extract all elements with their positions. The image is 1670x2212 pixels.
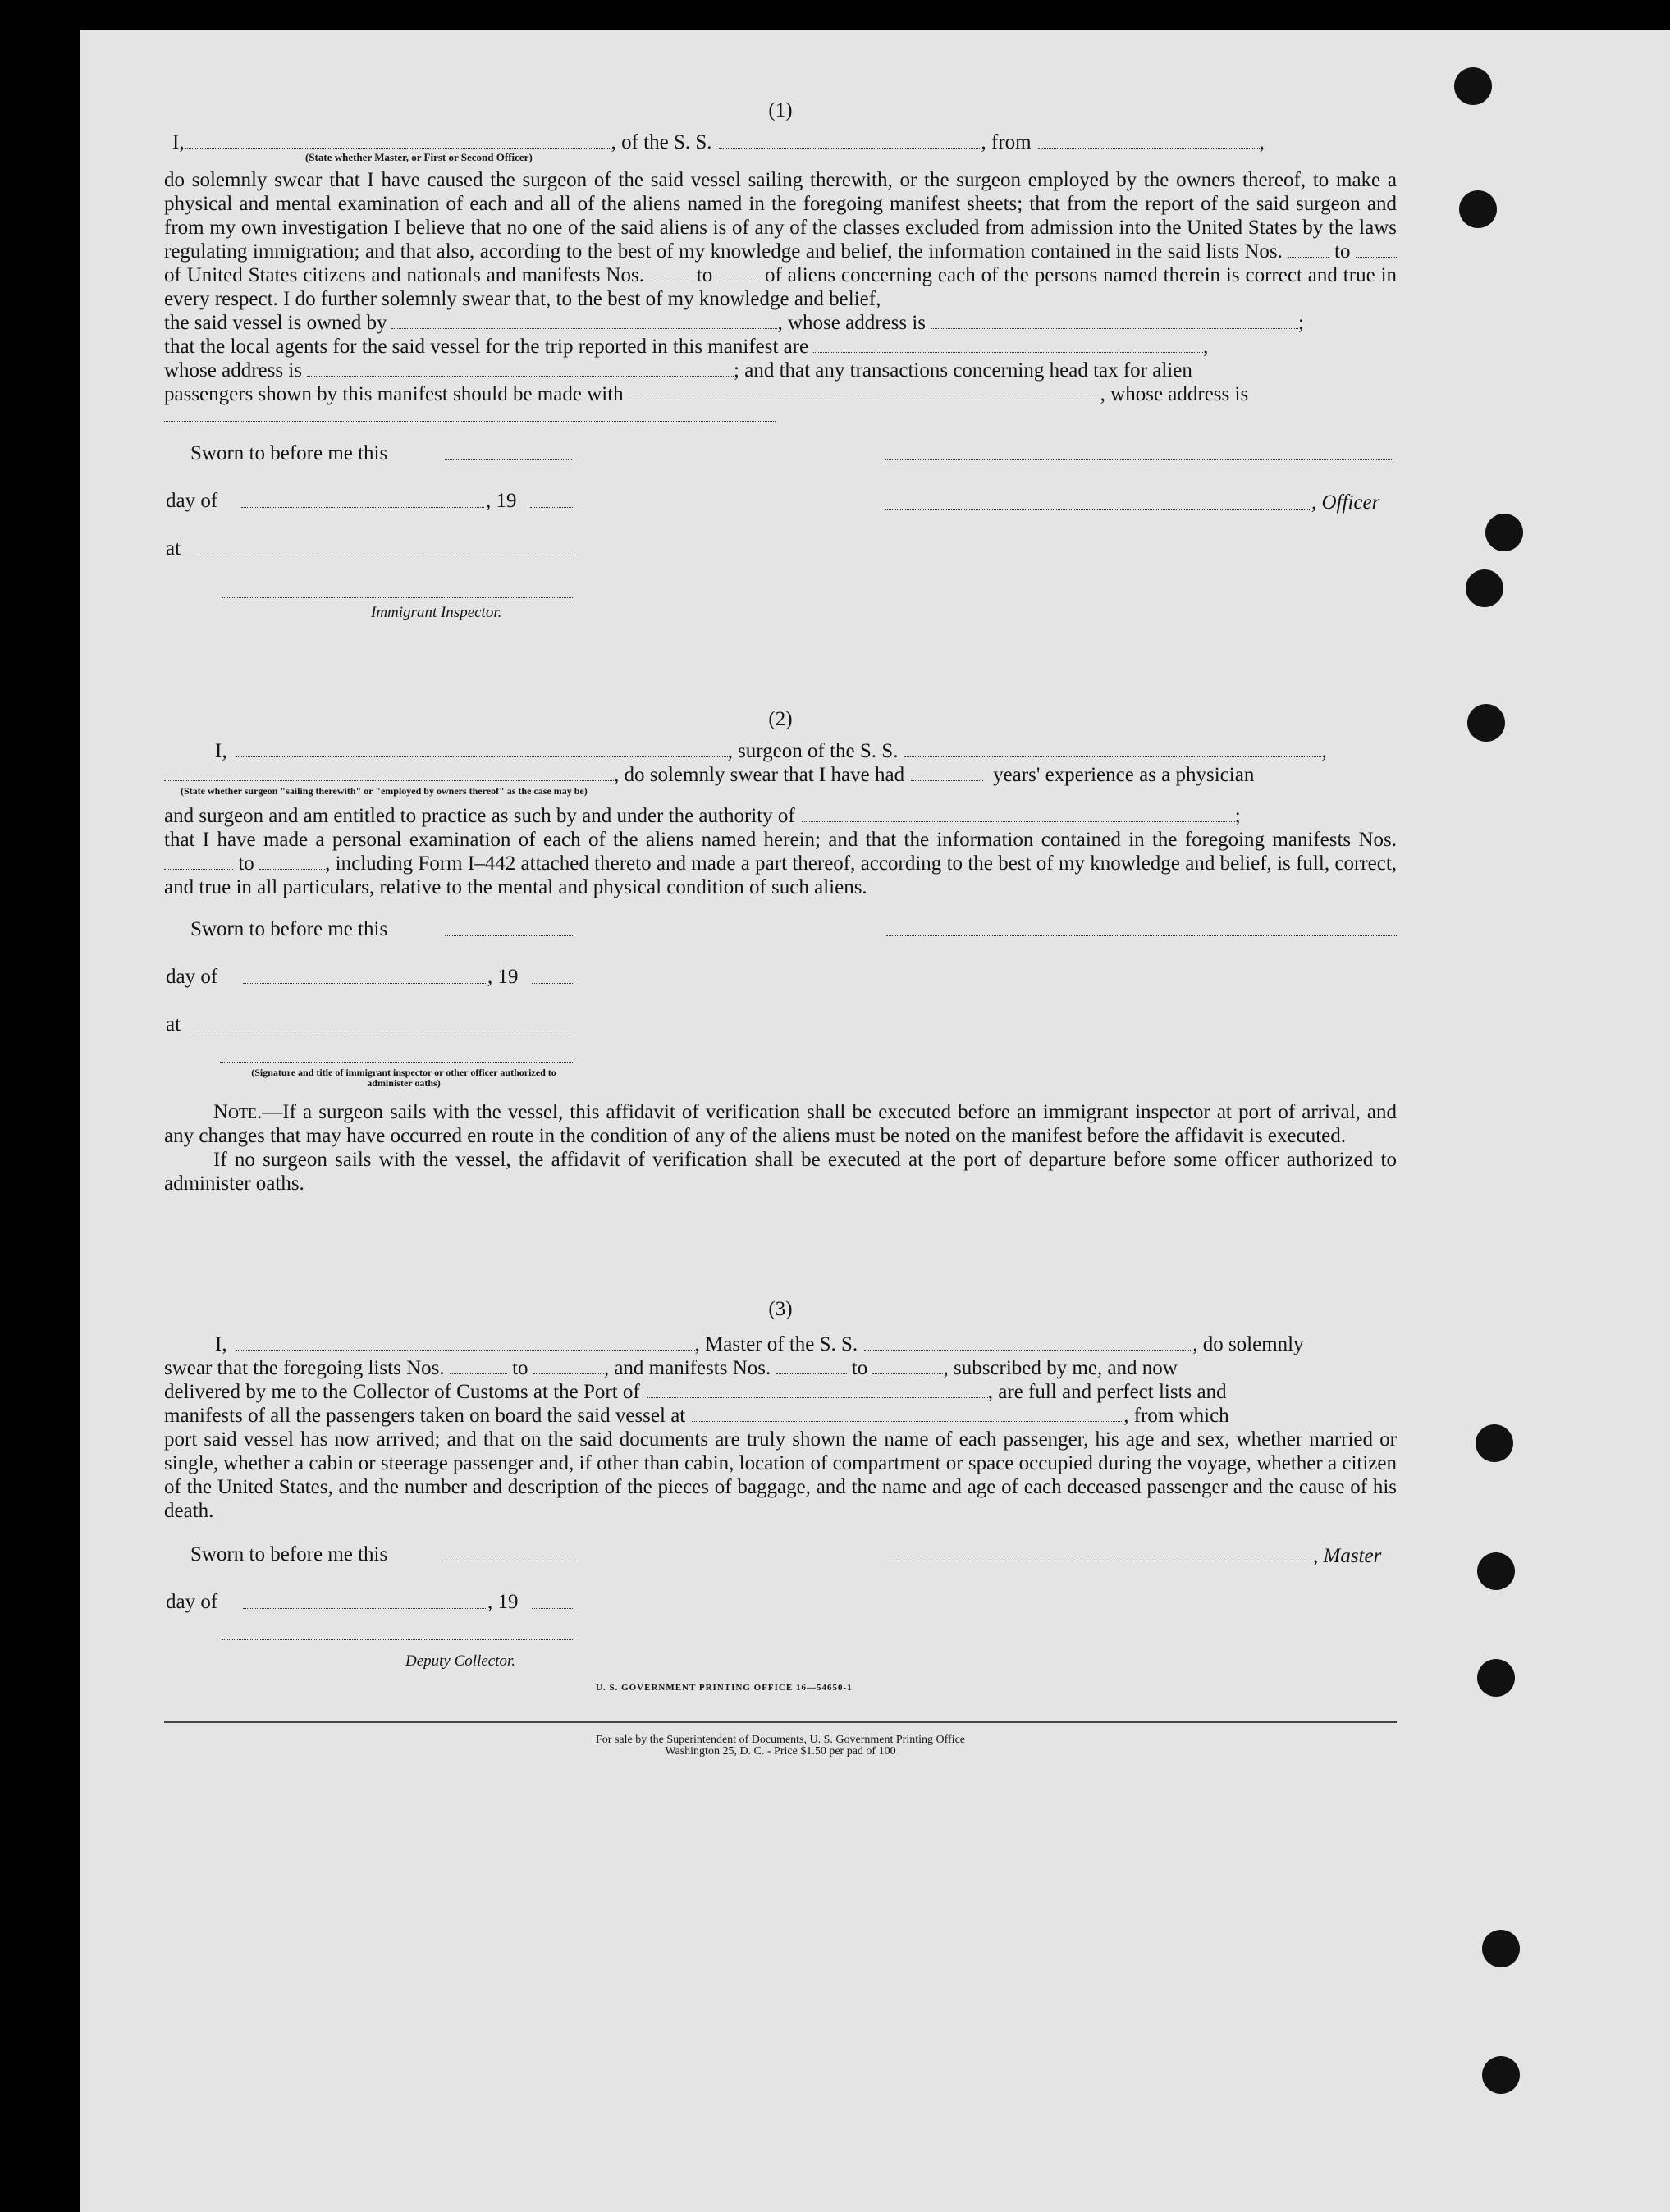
affidavit-form (164, 98, 1397, 1757)
text: , including Form I–442 attached thereto and made a part thereof, according to (325, 852, 963, 875)
text: foregoing manifests Nos. (1184, 829, 1398, 851)
text: to (696, 264, 713, 286)
master-signature-field[interactable] (886, 1559, 1313, 1561)
section3-paragraph: port said vessel has now arrived; and that on the said documents are truly shown the name of each passenger, his age and sex, whether married or single, whether a cabin or steerage passenger and, if other than cabin, location of compartment or space occupied during the voyage, whether a citizen of the United States, and the number and description of the pieces of baggage, and the name and age of each deceased passenger and the cause of his death. (164, 1428, 1397, 1522)
section1-paragraph (164, 168, 1397, 311)
punch-hole (1477, 1659, 1515, 1697)
footer-line-1: For sale by the Superintendent of Documents, U. S. Government Printing Office (596, 1734, 965, 1746)
day-of-label: day of (166, 1591, 218, 1613)
lists-to-field[interactable] (533, 1359, 604, 1374)
text: that the local agents for the said vessel for the trip reported in this manifest are (164, 336, 809, 358)
lists-from-field[interactable] (450, 1359, 507, 1374)
boarding-port-field[interactable] (692, 1406, 1123, 1422)
text: , and manifests Nos. (603, 1357, 771, 1379)
text: the said vessel is owned by (164, 312, 387, 334)
text: and surgeon and am entitled to practice as such by and under the authority of (164, 805, 795, 827)
day-of-label: day of (166, 490, 218, 512)
section3-signature-block (164, 1523, 1397, 1646)
note-label: Note. (213, 1101, 263, 1123)
boarded-line (164, 1404, 1397, 1428)
surgeon-signature-field[interactable] (886, 934, 1397, 936)
footer-line-2: Washington 25, D. C. - Price $1.50 per pad of 100 (665, 1745, 896, 1757)
vessel-name-field[interactable] (904, 742, 1321, 757)
text: , are full and perfect lists and (987, 1381, 1227, 1403)
from-port-field[interactable] (1038, 133, 1260, 149)
agents-address-field[interactable] (307, 361, 734, 377)
text: , Master of the S. S. (694, 1333, 858, 1355)
text: , (1321, 740, 1327, 762)
signature-caption: (Signature and title of immigrant inspector or other officer authorized to administer oaths) (251, 1067, 556, 1089)
year-field[interactable] (530, 505, 573, 508)
text: therein is correct and true in every respect. I do further solemnly swear that, to the best of my knowledge and belief, (164, 264, 1398, 310)
punch-hole (1477, 1552, 1515, 1590)
punch-hole (1485, 514, 1523, 551)
officer-caption: (State whether Master, or First or Second Officer) (305, 151, 533, 163)
printer-imprint: U. S. GOVERNMENT PRINTING OFFICE 16—54650-1 (596, 1683, 853, 1693)
note-paragraph (164, 1100, 1397, 1148)
port-field[interactable] (647, 1382, 988, 1398)
year-label: , 19 (487, 966, 519, 988)
lists-line (164, 1356, 1397, 1380)
manifests-to-field[interactable] (259, 854, 325, 870)
surgeon-caption: (State whether surgeon "sailing therewith" or "employed by owners thereof" as the case may be) (181, 785, 588, 797)
at-label: at (166, 537, 181, 560)
text: , subscribed by me, and now (943, 1357, 1178, 1379)
text: ; (1298, 312, 1304, 334)
inspector-signature-field[interactable] (220, 1060, 574, 1063)
section-number: (3) (768, 1298, 793, 1320)
vessel-name-field[interactable] (719, 133, 981, 149)
day-of-label: day of (166, 966, 218, 988)
lists-to-field[interactable] (1356, 242, 1397, 258)
sworn-date-field[interactable] (445, 934, 574, 936)
head-tax-address-field[interactable] (164, 406, 776, 422)
text: swear that the foregoing lists Nos. (164, 1357, 445, 1379)
officer-signature-field[interactable] (885, 458, 1393, 460)
officer-name-field[interactable] (185, 133, 611, 149)
section2-paragraph (164, 828, 1397, 899)
text: passengers shown by this manifest should be made with (164, 383, 624, 405)
lists-from-field[interactable] (1288, 242, 1329, 258)
year-label: , 19 (486, 490, 517, 512)
manifests-from-field[interactable] (650, 266, 691, 281)
text: to (512, 1357, 528, 1379)
master-name-field[interactable] (236, 1335, 695, 1351)
master-label: , Master (1313, 1545, 1382, 1567)
text: , do solemnly swear that I have had (614, 764, 905, 786)
surgeon-status-field[interactable] (164, 766, 614, 781)
head-tax-line (164, 382, 1397, 406)
sworn-label: Sworn to before me this (190, 1543, 388, 1565)
text: delivered by me to the Collector of Customs at the Port of (164, 1381, 640, 1403)
text: , from which (1123, 1405, 1229, 1427)
master-line (164, 1332, 1397, 1356)
sworn-label: Sworn to before me this (190, 442, 388, 464)
manifests-from-field[interactable] (164, 854, 233, 870)
at-label: at (166, 1013, 181, 1035)
authority-field[interactable] (802, 807, 1235, 822)
officer-label: , Officer (1311, 491, 1380, 514)
agents-line (164, 335, 1397, 359)
text: I, (215, 1333, 227, 1355)
text: of United States citizens and nationals and manifests Nos. (164, 264, 644, 286)
at-field[interactable] (190, 553, 573, 555)
text: ; (1234, 805, 1241, 827)
deputy-signature-field[interactable] (222, 1638, 574, 1640)
text: years' experience as a physician (993, 764, 1255, 786)
text: whose address is (164, 359, 303, 382)
text: , whose address is (777, 312, 927, 334)
section1-signature-block (164, 422, 1397, 621)
punch-hole (1466, 569, 1503, 607)
punch-hole (1454, 67, 1492, 105)
text: , whose address is (1100, 383, 1249, 405)
manifests-to-field[interactable] (872, 1359, 943, 1374)
sworn-date-field[interactable] (445, 1559, 574, 1561)
deputy-label: Deputy Collector. (405, 1652, 516, 1670)
text: ; and that any transactions concerning head tax for alien (734, 359, 1192, 382)
owner-line (164, 311, 1397, 335)
experience-line (164, 763, 1397, 787)
text: the best of my knowledge and belief, is full, correct, and true in all particulars, relative to the mental and physical condition of such aliens. (164, 852, 1398, 898)
manifests-from-field[interactable] (776, 1359, 847, 1374)
officer-title-field[interactable] (885, 507, 1311, 510)
text: —If a surgeon sails with the vessel, this affidavit of verification shall be executed before an immigrant inspector at port of arrival, and any changes that may have occurred en route in the condition of any of the aliens must be noted on the manifest before the affidavit is executed. (164, 1101, 1397, 1147)
sworn-label: Sworn to before me this (190, 918, 388, 940)
sworn-date-field[interactable] (445, 458, 572, 460)
at-field[interactable] (192, 1029, 574, 1031)
owner-address-field[interactable] (931, 313, 1298, 329)
authority-line (164, 804, 1397, 828)
footer-rule (164, 1721, 1397, 1723)
text: to (1334, 240, 1351, 263)
day-of-field[interactable] (243, 1606, 486, 1609)
text: I, (172, 131, 185, 153)
text: I, (215, 740, 227, 762)
years-field[interactable] (911, 766, 983, 781)
punch-hole (1482, 2056, 1520, 2094)
punch-hole (1467, 704, 1505, 742)
head-tax-party-field[interactable] (629, 385, 1100, 400)
vessel-name-field[interactable] (864, 1335, 1192, 1351)
agents-field[interactable] (813, 337, 1203, 353)
text: to (851, 1357, 868, 1379)
inspector-signature-field[interactable] (222, 596, 573, 598)
agents-address-line (164, 359, 1397, 382)
text: , of the S. S. (611, 131, 712, 153)
manifests-to-field[interactable] (718, 266, 759, 281)
text: do solemnly swear that I have caused the surgeon of the said vessel sailing therewith, or the surgeon employed by the owners thereof, to make a physical and mental examination of each and all of the aliens named in the foregoing manifest sheets; that from the report of the said surgeon and from my own investigation I believe that no one of the said aliens is of any of the classes excluded from admission into the United States by the laws regulating immigration; and that also, according to the best of my knowledge and belief, the information contained in the said lists Nos. (164, 169, 1397, 263)
punch-hole (1459, 190, 1497, 228)
text: , surgeon of the S. S. (727, 740, 899, 762)
text: that I have made a personal examination of each of the aliens named herein; and that the information contained in the (164, 829, 1178, 851)
day-of-field[interactable] (241, 505, 484, 508)
note-paragraph-2: If no surgeon sails with the vessel, the affidavit of verification shall be executed at the port of departure before some officer authorized to administer oaths. (164, 1149, 1397, 1195)
owner-field[interactable] (391, 313, 777, 329)
text: to (238, 852, 254, 875)
officer-line (164, 130, 1397, 154)
surgeon-name-field[interactable] (236, 742, 728, 757)
surgeon-line (164, 739, 1397, 763)
punch-hole (1482, 1930, 1520, 1967)
text: , (1259, 131, 1265, 153)
year-field[interactable] (532, 981, 574, 984)
year-label: , 19 (487, 1591, 519, 1613)
section2-signature-block (164, 899, 1397, 1053)
section-number: (1) (768, 99, 793, 121)
port-line (164, 1380, 1397, 1404)
inspector-label: Immigrant Inspector. (371, 604, 502, 621)
punch-hole (1476, 1424, 1513, 1462)
text: , from (981, 131, 1032, 153)
text: , (1203, 336, 1209, 358)
year-field[interactable] (532, 1606, 574, 1609)
section-number: (2) (768, 708, 793, 730)
day-of-field[interactable] (243, 981, 486, 984)
text: , do solemnly (1192, 1333, 1304, 1355)
text: of aliens concerning each of the persons named (765, 264, 1158, 286)
text: manifests of all the passengers taken on board the said vessel at (164, 1405, 686, 1427)
